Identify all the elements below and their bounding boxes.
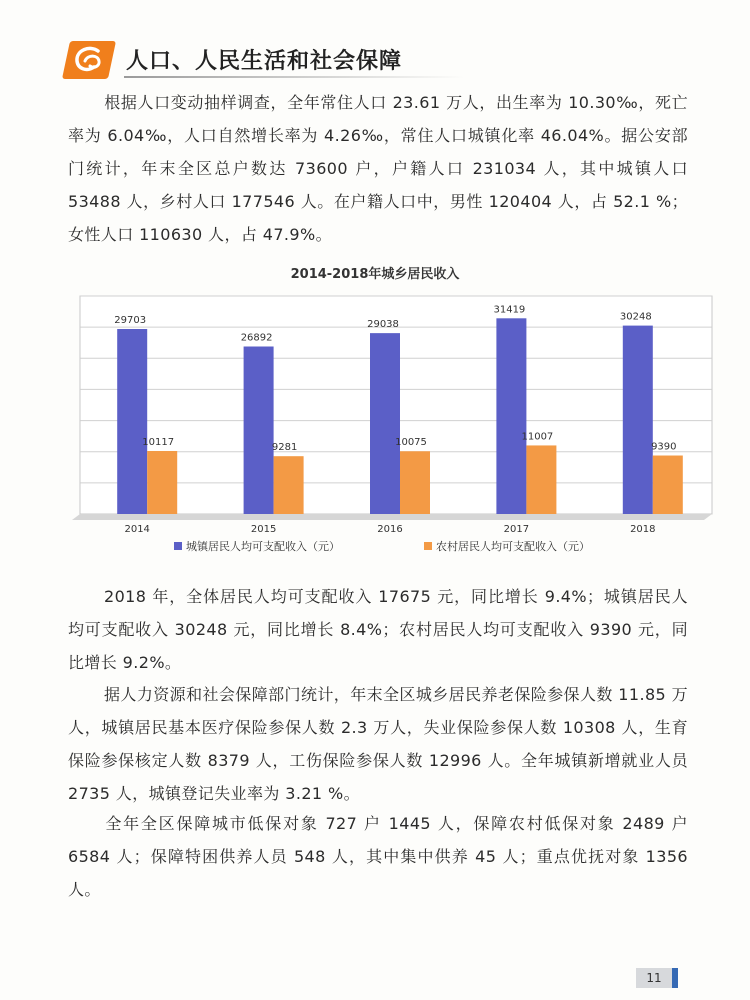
rural-data-label: 10075 <box>395 437 427 449</box>
chart-title: 2014-2018年城乡居民收入 <box>290 267 460 282</box>
paragraph-text: 2018 年，全体居民人均可支配收入 17675 元，同比增长 9.4%；城镇居民人均可支配收入 30248 元，同比增长 8.4%；农村居民人均可支配收入 9390 元，同比增长 9.2%。 <box>68 587 688 672</box>
rural-data-label: 9281 <box>271 442 298 454</box>
chart-floor <box>72 514 712 520</box>
paragraph-text: 全年全区保障城市低保对象 727 户 1445 人，保障农村低保对象 2489 户 6584 人；保障特困供养人员 548 人，其中集中供养 45 人；重点优抚对象 1356 人。 <box>68 814 688 899</box>
x-tick-label: 2014 <box>124 524 150 535</box>
legend-label-rural: 农村居民人均可支配收入（元） <box>436 540 590 553</box>
urban-bar <box>623 326 653 514</box>
legend-swatch-rural <box>424 542 432 550</box>
urban-data-label: 31419 <box>493 304 526 316</box>
rural-bar <box>147 451 177 514</box>
paragraph-text: 根据人口变动抽样调查，全年常住人口 23.61 万人，出生率为 10.30‰，死亡率为 6.04‰，人口自然增长率为 4.26‰，常住人口城镇化率 46.04%。据公安部门统计，年末全区总户数达 73600 户，户籍人口 231034 人，其中城镇人口 53488 人，乡村人口 177546 人。在户籍人口中，男性 120404 人，占 52.1 %；女性人口 110630 人，占 47.9%。 <box>68 93 688 244</box>
rural-data-label: 11007 <box>521 431 554 443</box>
section-title: 人口、人民生活和社会保障 <box>126 49 403 74</box>
rural-bar <box>526 445 556 514</box>
rural-data-label: 9390 <box>651 441 677 453</box>
rural-bar <box>653 456 683 514</box>
paragraph-social-insurance <box>68 678 688 810</box>
urban-bar <box>496 318 526 514</box>
paragraph-text: 据人力资源和社会保障部门统计，年末全区城乡居民养老保险参保人数 11.85 万人，城镇居民基本医疗保险参保人数 2.3 万人，失业保险参保人数 10308 人，生育保险参保核定人数 8379 人，工伤保险参保人数 12996 人。全年城镇新增就业人员 2735 人，城镇登记失业率为 3.21 %。 <box>68 685 688 803</box>
urban-data-label: 30248 <box>619 311 652 323</box>
urban-bar <box>370 333 400 514</box>
rural-bar <box>400 451 430 514</box>
urban-data-label: 29038 <box>367 319 399 331</box>
x-tick-label: 2018 <box>630 524 656 535</box>
paragraph-income <box>68 580 688 679</box>
urban-bar <box>117 329 147 514</box>
urban-bar <box>244 347 274 514</box>
x-tick-label: 2017 <box>503 524 530 535</box>
rural-data-label: 10117 <box>142 436 175 448</box>
legend-label-urban: 城镇居民人均可支配收入（元） <box>186 540 340 553</box>
legend-swatch-urban <box>174 542 182 550</box>
urban-data-label: 29703 <box>114 314 147 326</box>
paragraph-social-security <box>68 807 688 906</box>
x-tick-label: 2016 <box>377 524 403 535</box>
rural-bar <box>274 456 304 514</box>
page-number: 11 <box>636 968 678 988</box>
urban-data-label: 26892 <box>240 332 273 344</box>
x-tick-label: 2015 <box>250 524 277 535</box>
